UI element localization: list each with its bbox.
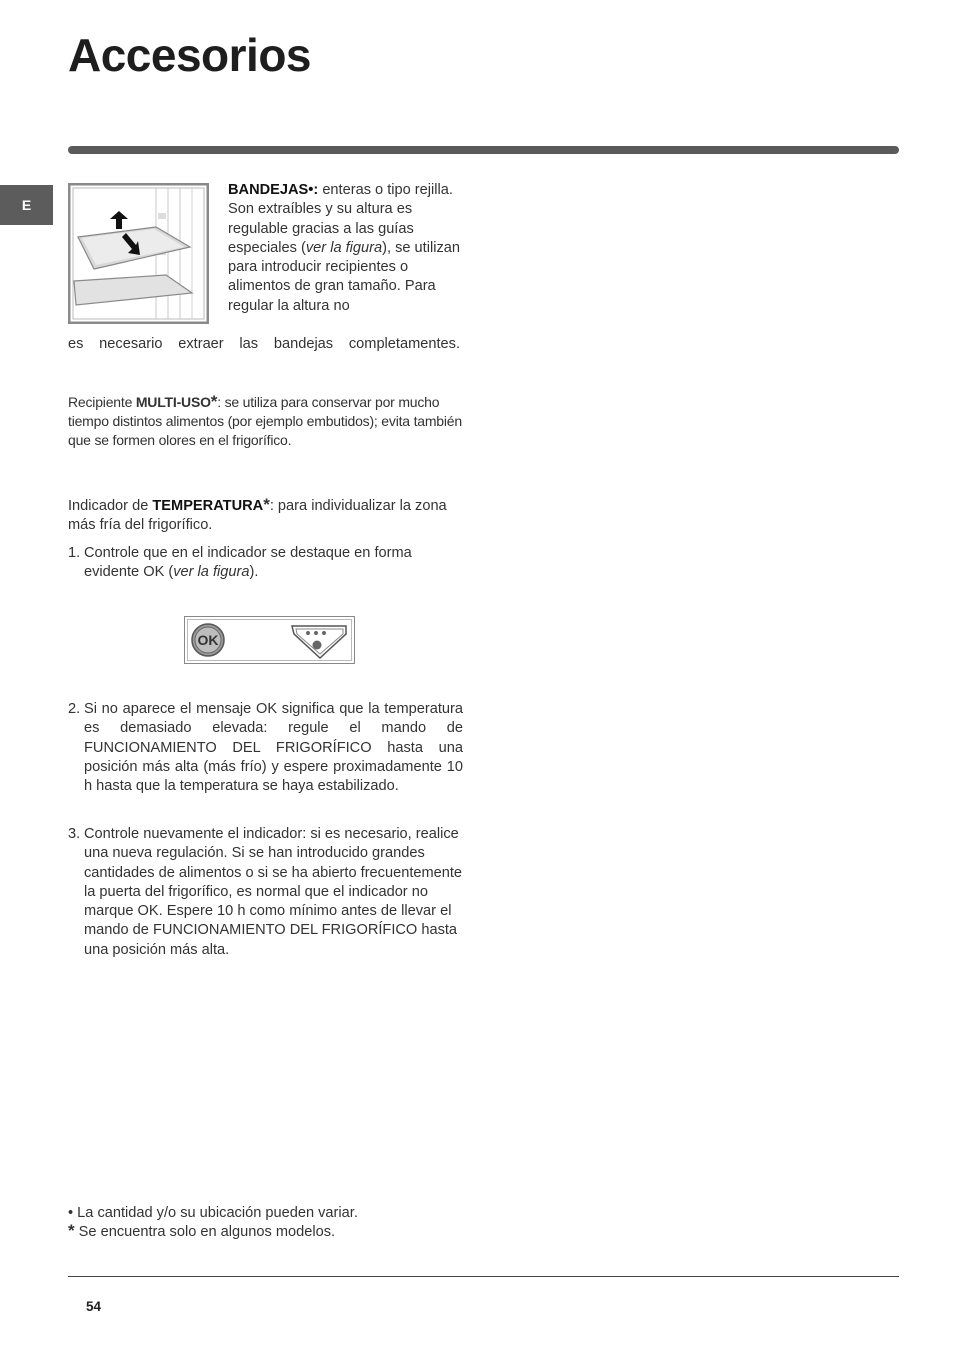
language-tab: E — [0, 185, 53, 225]
step-3 — [68, 825, 463, 960]
shelves-description-tail: es necesario extraer las bandejas completamentes. — [68, 336, 460, 352]
step-text: Controle que en el indicador se destaque en forma evidente OK ( — [84, 545, 412, 581]
footnotes — [68, 1204, 568, 1243]
step-text-end: ). — [249, 564, 259, 581]
temperature-paragraph — [68, 497, 460, 536]
shelves-heading: BANDEJAS — [228, 182, 309, 198]
shelves-description — [228, 181, 460, 316]
step-text: Si no aparece el mensaje OK significa que la temperatura es demasiado elevada: regule el mando de FUNCIONAMIENTO DEL FRIGORÍFICO hasta una posición más alta (más frío) y espere proximadamente 10 h hasta que la temperatura se haya estabilizado. — [84, 701, 463, 795]
shelves-line2-italic: ver la figura — [305, 239, 383, 256]
step-text: Controle nuevamente el indicador: si es necesario, realice una nueva regulación. Si se han introducido grandes cantidades de alimentos o si se ha abierto frecuentemente la puerta del frigorífico, es normal que el indicador no marque OK. Espere 10 h como mínimo antes de llevar el mando de FUNCIONAMIENTO DEL FRIGORÍFICO hasta una posición más alta. — [84, 826, 463, 958]
temp-star: * — [263, 495, 270, 514]
temp-name: TEMPERATURA — [152, 498, 264, 514]
top-divider — [68, 146, 899, 154]
step-number: 3. — [68, 826, 81, 842]
temperature-indicator-illustration — [184, 616, 355, 664]
step-number: 1. — [68, 545, 81, 561]
shelves-line1: enteras o tipo rejilla. — [318, 182, 453, 198]
shelves-line2a: Son extraíbles y su altura es regulable gracias a las guías especiales ( — [228, 201, 414, 256]
shelves-line2b: ), se utilizan para introducir recipientes o alimentos de gran tamaño. Para regular la altura no — [228, 239, 460, 314]
step-number: 2. — [68, 701, 81, 717]
temp-text: : para individualizar la zona más fría del frigorífico. — [68, 498, 447, 534]
page-number: 54 — [86, 1299, 102, 1314]
multi-name: MULTI-USO — [135, 394, 211, 410]
shelves-marker: •: — [308, 182, 319, 198]
ok-label: OK — [197, 632, 219, 648]
footnote-models: * Se encuentra solo en algunos modelos. — [68, 1221, 336, 1241]
multi-use-paragraph — [68, 393, 468, 450]
shelf-illustration — [68, 183, 209, 324]
asterisk-symbol: * — [68, 1221, 75, 1241]
multi-text: : se utiliza para conservar por mucho tiempo distintos alimentos (por ejemplo embutidos); evita también que se formen olores en el frigorífico. — [68, 394, 462, 448]
page-title: Accesorios — [68, 29, 312, 81]
temp-prefix: Indicador de — [68, 498, 153, 514]
multi-star: * — [210, 392, 218, 411]
footnote-quantity: • La cantidad y/o su ubicación pueden variar. — [68, 1205, 358, 1221]
step-italic: ver la figura — [173, 564, 250, 581]
step-2 — [68, 700, 463, 796]
step-1 — [68, 544, 463, 583]
bottom-divider — [68, 1276, 899, 1277]
multi-prefix: Recipiente — [68, 394, 136, 410]
bullet-symbol: • — [68, 1205, 74, 1221]
